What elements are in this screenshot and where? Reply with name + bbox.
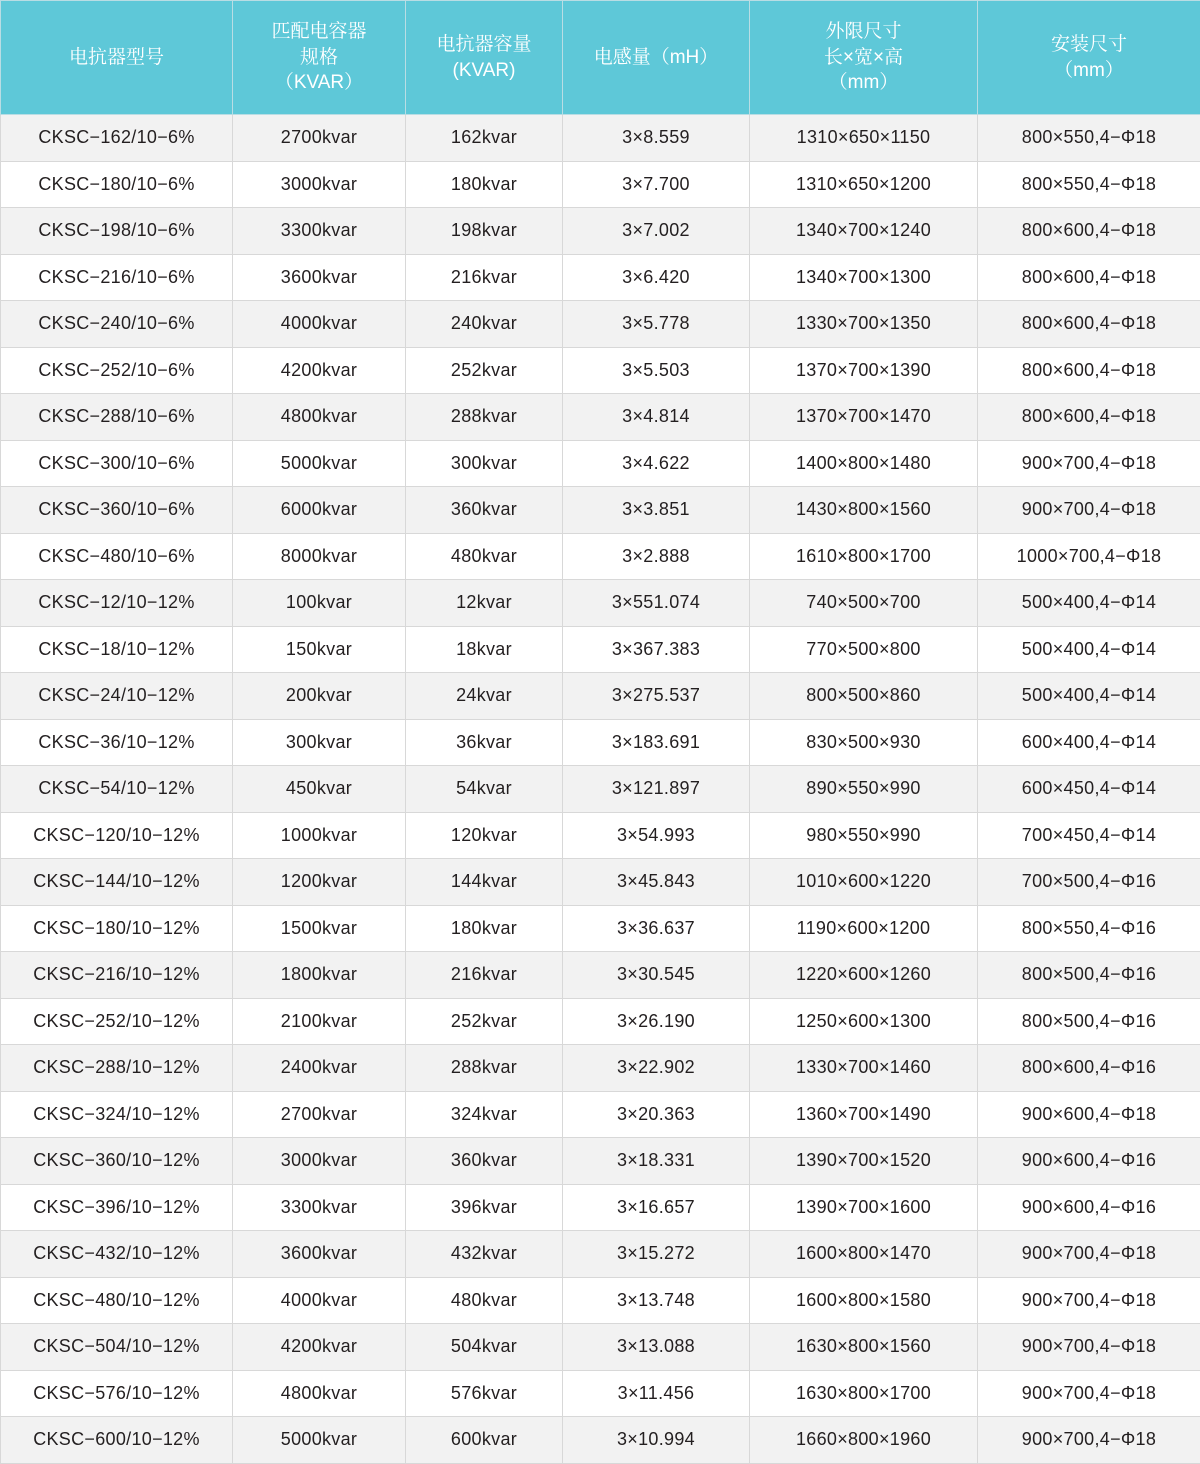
table-cell: 740×500×700 (750, 580, 978, 627)
table-cell: 2700kvar (233, 115, 406, 162)
column-header-line: （KVAR） (239, 70, 399, 96)
table-row (1, 1417, 1200, 1464)
table-row (1, 533, 1200, 580)
table-cell: 12kvar (406, 580, 563, 627)
table-row (1, 347, 1200, 394)
column-header-line: 规格 (239, 45, 399, 71)
table-cell: 36kvar (406, 719, 563, 766)
table-cell: 3600kvar (233, 254, 406, 301)
table-cell: 800×500,4−Φ16 (978, 998, 1200, 1045)
table-cell: 3×7.002 (563, 208, 750, 255)
table-cell: 198kvar (406, 208, 563, 255)
table-cell: 3×5.778 (563, 301, 750, 348)
table-cell: 1660×800×1960 (750, 1417, 978, 1464)
table-cell: 3×16.657 (563, 1184, 750, 1231)
table-cell: 800×500×860 (750, 673, 978, 720)
cell-model: CKSC−216/10−6% (1, 254, 233, 301)
table-cell: 2100kvar (233, 998, 406, 1045)
table-cell: 1360×700×1490 (750, 1091, 978, 1138)
cell-model: CKSC−216/10−12% (1, 952, 233, 999)
cell-model: CKSC−252/10−6% (1, 347, 233, 394)
table-cell: 600×400,4−Φ14 (978, 719, 1200, 766)
table-row (1, 1138, 1200, 1185)
table-cell: 1430×800×1560 (750, 487, 978, 534)
table-cell: 3×3.851 (563, 487, 750, 534)
table-header-row (1, 1, 1200, 115)
table-cell: 5000kvar (233, 440, 406, 487)
table-cell: 100kvar (233, 580, 406, 627)
table-cell: 3000kvar (233, 161, 406, 208)
cell-model: CKSC−360/10−6% (1, 487, 233, 534)
table-cell: 900×600,4−Φ16 (978, 1138, 1200, 1185)
table-row (1, 254, 1200, 301)
column-header-line: 外限尺寸 (756, 19, 971, 45)
table-row (1, 301, 1200, 348)
table-cell: 480kvar (406, 533, 563, 580)
table-cell: 3×4.814 (563, 394, 750, 441)
cell-model: CKSC−288/10−6% (1, 394, 233, 441)
table-cell: 1250×600×1300 (750, 998, 978, 1045)
table-row (1, 719, 1200, 766)
table-cell: 1010×600×1220 (750, 859, 978, 906)
table-cell: 3×30.545 (563, 952, 750, 999)
table-cell: 360kvar (406, 1138, 563, 1185)
table-cell: 3×36.637 (563, 905, 750, 952)
cell-model: CKSC−24/10−12% (1, 673, 233, 720)
table-cell: 24kvar (406, 673, 563, 720)
table-row (1, 1324, 1200, 1371)
table-cell: 162kvar (406, 115, 563, 162)
table-cell: 4000kvar (233, 301, 406, 348)
table-cell: 144kvar (406, 859, 563, 906)
table-row (1, 952, 1200, 999)
table-cell: 4200kvar (233, 1324, 406, 1371)
column-header-4 (750, 1, 978, 115)
table-cell: 396kvar (406, 1184, 563, 1231)
table-cell: 900×600,4−Φ16 (978, 1184, 1200, 1231)
table-cell: 800×600,4−Φ18 (978, 394, 1200, 441)
cell-model: CKSC−480/10−6% (1, 533, 233, 580)
table-cell: 4800kvar (233, 1370, 406, 1417)
table-row (1, 1370, 1200, 1417)
table-cell: 1190×600×1200 (750, 905, 978, 952)
table-cell: 1000kvar (233, 812, 406, 859)
table-header (1, 1, 1200, 115)
table-cell: 900×700,4−Φ18 (978, 487, 1200, 534)
table-cell: 700×450,4−Φ14 (978, 812, 1200, 859)
table-cell: 252kvar (406, 347, 563, 394)
table-cell: 1000×700,4−Φ18 (978, 533, 1200, 580)
cell-model: CKSC−240/10−6% (1, 301, 233, 348)
table-cell: 3×367.383 (563, 626, 750, 673)
table-cell: 576kvar (406, 1370, 563, 1417)
table-body (1, 115, 1200, 1464)
table-cell: 480kvar (406, 1277, 563, 1324)
column-header-line: (KVAR) (412, 58, 556, 84)
table-cell: 3×7.700 (563, 161, 750, 208)
table-cell: 800×550,4−Φ18 (978, 115, 1200, 162)
table-cell: 890×550×990 (750, 766, 978, 813)
table-cell: 600×450,4−Φ14 (978, 766, 1200, 813)
table-cell: 1330×700×1460 (750, 1045, 978, 1092)
table-cell: 900×700,4−Φ18 (978, 1324, 1200, 1371)
table-cell: 4200kvar (233, 347, 406, 394)
table-cell: 4000kvar (233, 1277, 406, 1324)
table-cell: 3×5.503 (563, 347, 750, 394)
table-cell: 500×400,4−Φ14 (978, 673, 1200, 720)
table-cell: 3000kvar (233, 1138, 406, 1185)
table-cell: 300kvar (233, 719, 406, 766)
table-cell: 1630×800×1560 (750, 1324, 978, 1371)
table-cell: 360kvar (406, 487, 563, 534)
table-cell: 3×45.843 (563, 859, 750, 906)
table-cell: 900×700,4−Φ18 (978, 440, 1200, 487)
table-cell: 980×550×990 (750, 812, 978, 859)
column-header-line: 匹配电容器 (239, 19, 399, 45)
table-cell: 800×600,4−Φ18 (978, 254, 1200, 301)
table-cell: 3×15.272 (563, 1231, 750, 1278)
table-cell: 1310×650×1200 (750, 161, 978, 208)
table-cell: 900×700,4−Φ18 (978, 1231, 1200, 1278)
table-cell: 3×2.888 (563, 533, 750, 580)
cell-model: CKSC−54/10−12% (1, 766, 233, 813)
table-cell: 770×500×800 (750, 626, 978, 673)
column-header-line: 安装尺寸 (984, 32, 1194, 58)
column-header-line: 电抗器型号 (7, 45, 226, 71)
table-cell: 3×6.420 (563, 254, 750, 301)
cell-model: CKSC−396/10−12% (1, 1184, 233, 1231)
table-row (1, 905, 1200, 952)
cell-model: CKSC−198/10−6% (1, 208, 233, 255)
table-cell: 3×26.190 (563, 998, 750, 1045)
table-cell: 3×4.622 (563, 440, 750, 487)
table-cell: 900×600,4−Φ18 (978, 1091, 1200, 1138)
table-cell: 1400×800×1480 (750, 440, 978, 487)
table-row (1, 115, 1200, 162)
table-cell: 216kvar (406, 952, 563, 999)
table-cell: 1370×700×1470 (750, 394, 978, 441)
table-cell: 1390×700×1520 (750, 1138, 978, 1185)
table-row (1, 859, 1200, 906)
table-cell: 3×20.363 (563, 1091, 750, 1138)
table-cell: 900×700,4−Φ18 (978, 1277, 1200, 1324)
column-header-3 (563, 1, 750, 115)
table-row (1, 161, 1200, 208)
table-cell: 800×600,4−Φ18 (978, 347, 1200, 394)
table-cell: 6000kvar (233, 487, 406, 534)
table-cell: 900×700,4−Φ18 (978, 1417, 1200, 1464)
table-cell: 1500kvar (233, 905, 406, 952)
column-header-2 (406, 1, 563, 115)
table-cell: 3×13.088 (563, 1324, 750, 1371)
cell-model: CKSC−576/10−12% (1, 1370, 233, 1417)
table-cell: 800×500,4−Φ16 (978, 952, 1200, 999)
column-header-line: 电抗器容量 (412, 32, 556, 58)
table-cell: 324kvar (406, 1091, 563, 1138)
cell-model: CKSC−600/10−12% (1, 1417, 233, 1464)
cell-model: CKSC−12/10−12% (1, 580, 233, 627)
table-cell: 830×500×930 (750, 719, 978, 766)
table-cell: 150kvar (233, 626, 406, 673)
table-cell: 3×18.331 (563, 1138, 750, 1185)
table-cell: 252kvar (406, 998, 563, 1045)
table-row (1, 580, 1200, 627)
table-cell: 1610×800×1700 (750, 533, 978, 580)
table-cell: 1370×700×1390 (750, 347, 978, 394)
table-cell: 1800kvar (233, 952, 406, 999)
table-cell: 1310×650×1150 (750, 115, 978, 162)
cell-model: CKSC−480/10−12% (1, 1277, 233, 1324)
table-cell: 1340×700×1240 (750, 208, 978, 255)
table-cell: 3300kvar (233, 208, 406, 255)
cell-model: CKSC−144/10−12% (1, 859, 233, 906)
table-row (1, 626, 1200, 673)
table-row (1, 1231, 1200, 1278)
table-cell: 600kvar (406, 1417, 563, 1464)
table-cell: 300kvar (406, 440, 563, 487)
table-row (1, 440, 1200, 487)
table-cell: 54kvar (406, 766, 563, 813)
table-cell: 800×600,4−Φ16 (978, 1045, 1200, 1092)
table-row (1, 766, 1200, 813)
table-cell: 1220×600×1260 (750, 952, 978, 999)
table-cell: 200kvar (233, 673, 406, 720)
table-cell: 5000kvar (233, 1417, 406, 1464)
table-cell: 216kvar (406, 254, 563, 301)
column-header-0 (1, 1, 233, 115)
table-cell: 500×400,4−Φ14 (978, 580, 1200, 627)
table-cell: 3600kvar (233, 1231, 406, 1278)
table-cell: 3×10.994 (563, 1417, 750, 1464)
cell-model: CKSC−432/10−12% (1, 1231, 233, 1278)
table-cell: 800×550,4−Φ16 (978, 905, 1200, 952)
cell-model: CKSC−504/10−12% (1, 1324, 233, 1371)
table-cell: 1330×700×1350 (750, 301, 978, 348)
table-cell: 2400kvar (233, 1045, 406, 1092)
table-cell: 800×600,4−Φ18 (978, 301, 1200, 348)
table-cell: 3×13.748 (563, 1277, 750, 1324)
table-cell: 240kvar (406, 301, 563, 348)
cell-model: CKSC−180/10−6% (1, 161, 233, 208)
cell-model: CKSC−252/10−12% (1, 998, 233, 1045)
table-cell: 4800kvar (233, 394, 406, 441)
table-row (1, 673, 1200, 720)
cell-model: CKSC−120/10−12% (1, 812, 233, 859)
table-cell: 3×54.993 (563, 812, 750, 859)
cell-model: CKSC−300/10−6% (1, 440, 233, 487)
table-cell: 3×183.691 (563, 719, 750, 766)
table-cell: 3300kvar (233, 1184, 406, 1231)
cell-model: CKSC−180/10−12% (1, 905, 233, 952)
cell-model: CKSC−288/10−12% (1, 1045, 233, 1092)
table-cell: 1340×700×1300 (750, 254, 978, 301)
table-cell: 800×600,4−Φ18 (978, 208, 1200, 255)
table-cell: 8000kvar (233, 533, 406, 580)
table-cell: 120kvar (406, 812, 563, 859)
table-cell: 504kvar (406, 1324, 563, 1371)
table-cell: 2700kvar (233, 1091, 406, 1138)
table-cell: 3×121.897 (563, 766, 750, 813)
table-row (1, 1277, 1200, 1324)
table-cell: 18kvar (406, 626, 563, 673)
cell-model: CKSC−36/10−12% (1, 719, 233, 766)
table-cell: 432kvar (406, 1231, 563, 1278)
column-header-line: 长×宽×高 (756, 45, 971, 71)
table-cell: 900×700,4−Φ18 (978, 1370, 1200, 1417)
table-row (1, 487, 1200, 534)
table-cell: 180kvar (406, 905, 563, 952)
table-cell: 450kvar (233, 766, 406, 813)
table-cell: 1600×800×1580 (750, 1277, 978, 1324)
table-row (1, 1045, 1200, 1092)
cell-model: CKSC−162/10−6% (1, 115, 233, 162)
cell-model: CKSC−324/10−12% (1, 1091, 233, 1138)
column-header-5 (978, 1, 1200, 115)
table-cell: 500×400,4−Φ14 (978, 626, 1200, 673)
table-cell: 1630×800×1700 (750, 1370, 978, 1417)
table-cell: 1390×700×1600 (750, 1184, 978, 1231)
table-row (1, 394, 1200, 441)
table-row (1, 1184, 1200, 1231)
table-row (1, 208, 1200, 255)
column-header-line: （mm） (756, 70, 971, 96)
table-cell: 700×500,4−Φ16 (978, 859, 1200, 906)
table-cell: 3×22.902 (563, 1045, 750, 1092)
table-cell: 288kvar (406, 1045, 563, 1092)
column-header-line: （mm） (984, 58, 1194, 84)
table-cell: 3×8.559 (563, 115, 750, 162)
table-cell: 3×11.456 (563, 1370, 750, 1417)
table-row (1, 1091, 1200, 1138)
table-cell: 800×550,4−Φ18 (978, 161, 1200, 208)
cell-model: CKSC−18/10−12% (1, 626, 233, 673)
table-cell: 3×551.074 (563, 580, 750, 627)
table-row (1, 812, 1200, 859)
table-cell: 1600×800×1470 (750, 1231, 978, 1278)
cell-model: CKSC−360/10−12% (1, 1138, 233, 1185)
table-cell: 288kvar (406, 394, 563, 441)
table-row (1, 998, 1200, 1045)
table-cell: 3×275.537 (563, 673, 750, 720)
column-header-line: 电感量（mH） (569, 45, 743, 71)
column-header-1 (233, 1, 406, 115)
table-cell: 180kvar (406, 161, 563, 208)
table-cell: 1200kvar (233, 859, 406, 906)
